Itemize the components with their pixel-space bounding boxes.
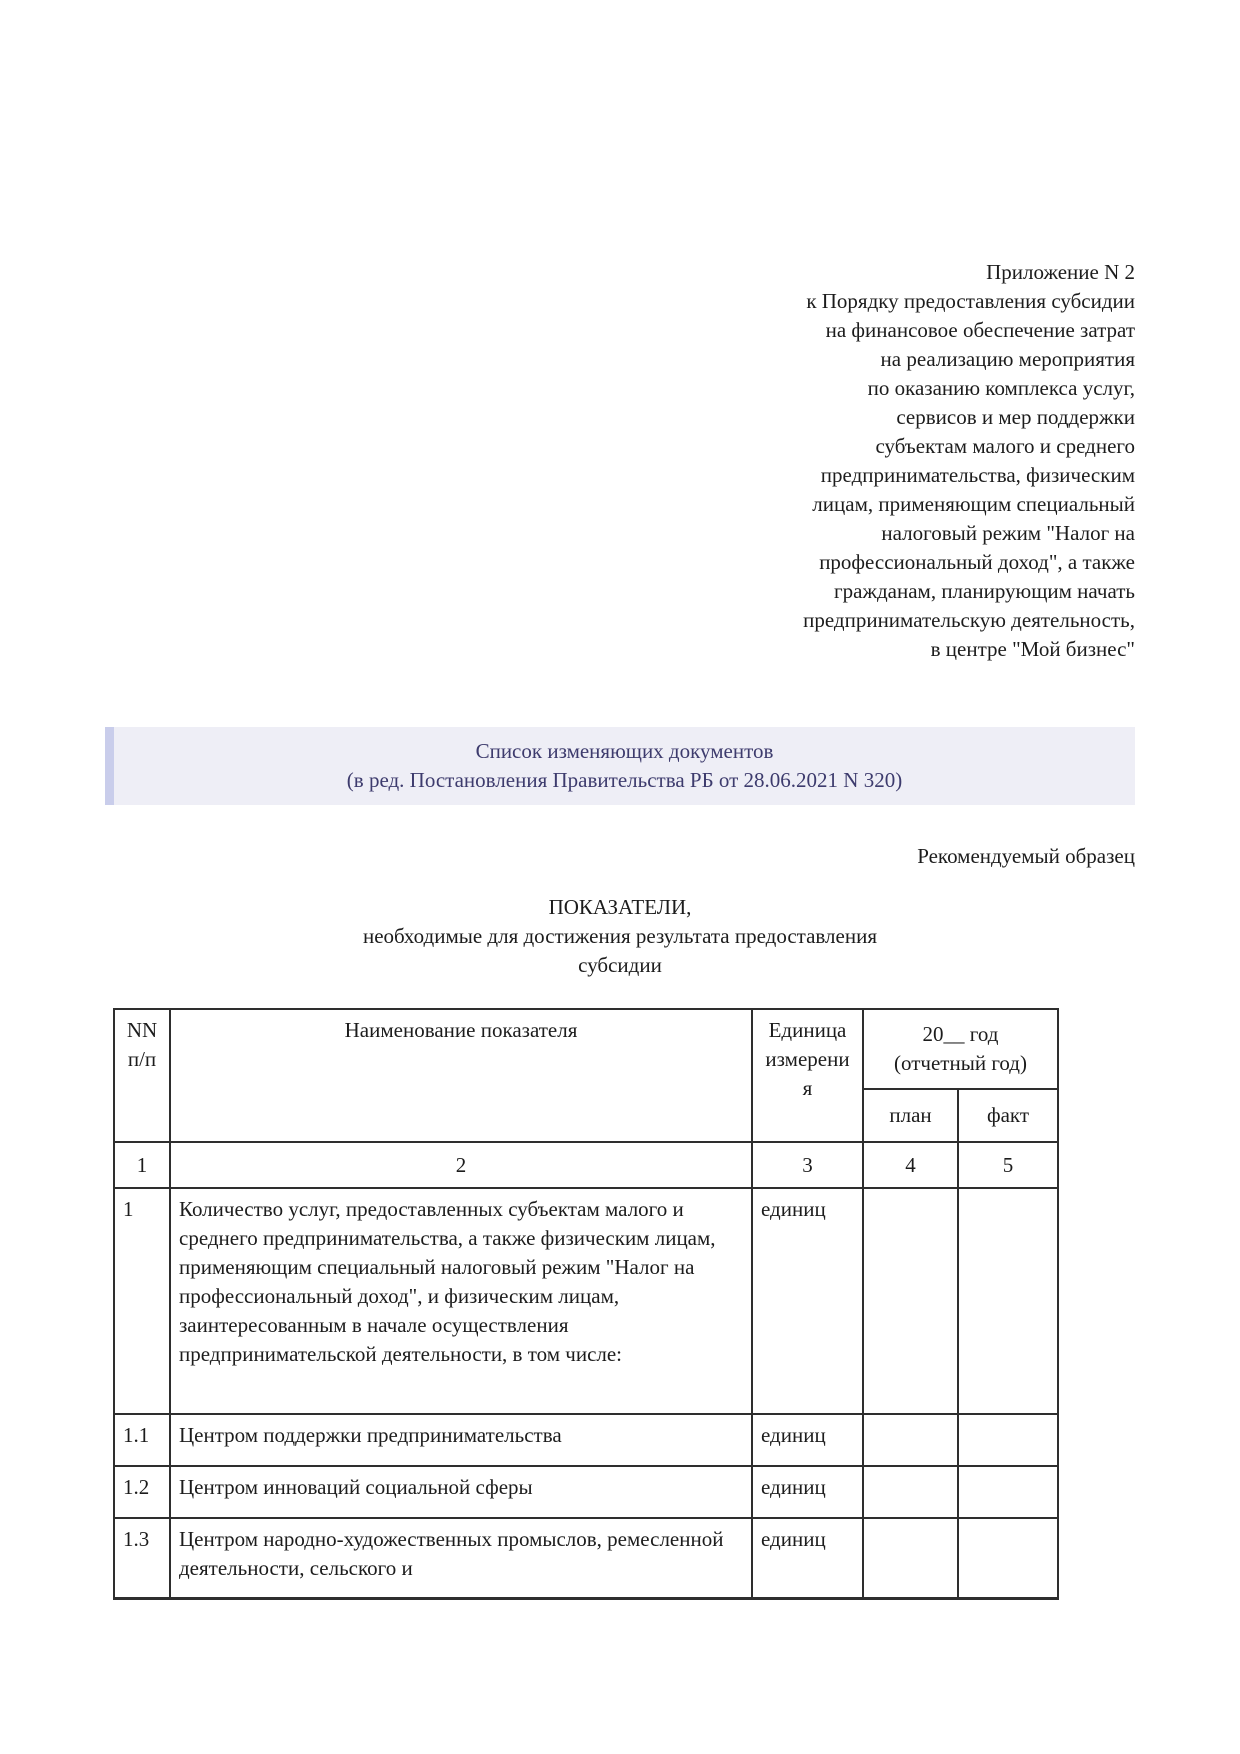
row-unit: единиц: [752, 1414, 863, 1466]
header-fact: факт: [958, 1089, 1058, 1142]
appendix-line: по оказанию комплекса услуг,: [867, 376, 1135, 400]
column-number: 4: [863, 1142, 958, 1188]
appendix-line: на реализацию мероприятия: [880, 347, 1135, 371]
column-numbers-row: [114, 1142, 1058, 1188]
appendix-line: субъектам малого и среднего: [875, 434, 1135, 458]
row-fact-cell: [958, 1414, 1058, 1466]
row-number: 1.2: [114, 1466, 170, 1518]
appendix-line: предпринимательства, физическим: [820, 463, 1135, 487]
appendix-line: к Порядку предоставления субсидии: [806, 289, 1135, 313]
column-number: 1: [114, 1142, 170, 1188]
row-plan-cell: [863, 1466, 958, 1518]
row-fact-cell: [958, 1466, 1058, 1518]
appendix-reference-block: [803, 258, 1135, 664]
table-header-row: [114, 1009, 1058, 1089]
table-row: [114, 1518, 1058, 1598]
appendix-line: лицам, применяющим специальный: [812, 492, 1135, 516]
amendments-box-title: Список изменяющих документов: [475, 739, 774, 763]
indicators-table: [113, 1008, 1059, 1600]
appendix-line: на финансовое обеспечение затрат: [825, 318, 1135, 342]
header-year-line2: (отчетный год): [894, 1051, 1027, 1075]
appendix-line: гражданам, планирующим начать: [834, 579, 1135, 603]
row-number: 1.1: [114, 1414, 170, 1466]
document-title: [105, 893, 1135, 980]
header-indicator-name: Наименование показателя: [170, 1009, 752, 1142]
appendix-line: предпринимательскую деятельность,: [803, 608, 1135, 632]
row-unit: единиц: [752, 1518, 863, 1598]
header-year-line1: 20__ год: [922, 1022, 999, 1046]
appendix-line: профессиональный доход", а также: [819, 550, 1135, 574]
column-number: 3: [752, 1142, 863, 1188]
row-indicator: Центром инноваций социальной сферы: [170, 1466, 752, 1518]
header-nn: NN п/п: [114, 1009, 170, 1142]
appendix-line: в центре "Мой бизнес": [930, 637, 1135, 661]
header-plan: план: [863, 1089, 958, 1142]
row-indicator: Количество услуг, предоставленных субъектам малого и среднего предпринимательства, а также физическим лицам, применяющим специальный налоговый режим "Налог на профессиональный доход", и физическим лицам, заинтересованным в начале осуществления предпринимательской деятельности, в том числе:: [170, 1188, 752, 1414]
row-number: 1: [114, 1188, 170, 1414]
appendix-line: Приложение N 2: [986, 260, 1135, 284]
row-plan-cell: [863, 1188, 958, 1414]
row-number: 1.3: [114, 1518, 170, 1598]
row-indicator: Центром народно-художественных промыслов, ремесленной деятельности, сельского и: [170, 1518, 752, 1598]
table-row: [114, 1414, 1058, 1466]
row-unit: единиц: [752, 1466, 863, 1518]
row-unit: единиц: [752, 1188, 863, 1414]
recommended-sample-label: Рекомендуемый образец: [917, 844, 1135, 868]
row-plan-cell: [863, 1414, 958, 1466]
table-row: [114, 1466, 1058, 1518]
document-title-line: субсидии: [578, 953, 662, 977]
document-title-line: необходимые для достижения результата предоставления: [362, 924, 877, 948]
header-unit: Единица измерения: [752, 1009, 863, 1142]
row-fact-cell: [958, 1518, 1058, 1598]
row-fact-cell: [958, 1188, 1058, 1414]
amendments-box: [105, 727, 1135, 805]
document-title-line: ПОКАЗАТЕЛИ,: [548, 895, 692, 919]
header-year: [863, 1009, 1058, 1089]
row-plan-cell: [863, 1518, 958, 1598]
row-indicator: Центром поддержки предпринимательства: [170, 1414, 752, 1466]
column-number: 2: [170, 1142, 752, 1188]
appendix-line: налоговый режим "Налог на: [881, 521, 1135, 545]
appendix-line: сервисов и мер поддержки: [896, 405, 1135, 429]
column-number: 5: [958, 1142, 1058, 1188]
amendments-box-revision: (в ред. Постановления Правительства РБ от 28.06.2021 N 320): [346, 768, 903, 792]
table-row: [114, 1188, 1058, 1414]
